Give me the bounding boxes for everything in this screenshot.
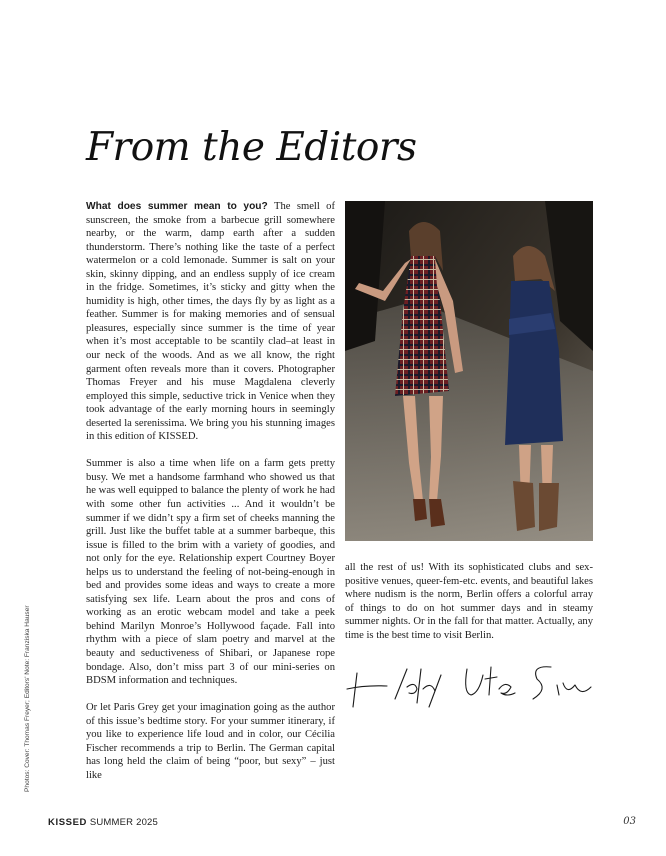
footer-brand: KISSED [48, 817, 87, 828]
paragraph-three: Or let Paris Grey get your imagination going as the author of this issue’s bedtime story. For your summer itinerary, if you like to experience life loud and in color, our Cécilia Fischer recommends a trip to Berlin. The German capital has long held the claim of being “poor, but sexy” – just like [86, 702, 335, 781]
editor-signatures [345, 655, 595, 715]
intro-text: The smell of sunscreen, the smoke from a barbecue grill somewhere nearby, or the warm, damp earth after a sudden thunderstorm. There’s nothing like the taste of a perfect watermelon or a cold lemonade. Summer is salt on your skin, skinny dipping, and an endless supply of ice cream in the fridge. Sometimes, it’s sticky and gitty when the humidity is high, other times, the days fly by as light as a feather. Summer is for making memories and of sensual pleasures, especially since summer is the time of year when it’s most acceptable to be scantily clad–at least in our neck of the woods. And as we all know, the right garment often reveals more than it covers. Photographer Thomas Freyer and his muse Magdalena cleverly employed this simple, seductive trick in Venice when they took advantage of the early morning hours in seemingly deserted la serenissima. We bring you his stunning images in this edition of KISSED. [86, 201, 336, 443]
signature-illustration [345, 655, 595, 715]
intro-lead: What does summer mean to you? [86, 201, 268, 212]
page-number: 03 [623, 816, 636, 827]
footer-issue-label: SUMMER 2025 [86, 817, 159, 828]
photo-credit-text: Photos: Cover: Thomas Freyer; Editors' Note: Franziska Hauser [24, 605, 31, 792]
paragraph-two: Summer is also a time when life on a farm gets pretty busy. We met a handsome farmhand who showed us that he was well equipped to balance the plenty of work he had with some other fun activities ... And it wouldn’t be summer if we didn’t spy a firm set of cheeks manning the grill. Just like the buffet table at a summer barbeque, this issue is filled to the brim with a variety of goodies, and not only for the eye. Relationship expert Courtney Boyer helps us to understand the feeling of not-being-enough in bed and provides some ideas and ways to create a more satisfying sex life. Learn about the pros and cons of working as an erotic webcam model and take a peek behind Marilyn Monroe’s Hollywood façade. Fall into rhythm with a piece of slam poetry and marvel at the beauty and seductiveness of Shibari, or Japanese rope bondage. Also, don’t miss part 3 of our mini-series on BDSM information and techniques. [86, 458, 335, 687]
intro-paragraph [86, 200, 335, 444]
article-right-column [345, 561, 593, 642]
editors-photo-illustration [345, 201, 593, 541]
photo-credit [24, 592, 38, 792]
editors-photo [345, 201, 593, 541]
footer-issue [48, 817, 158, 828]
paragraph-three-continued: all the rest of us! With its sophisticated clubs and sex-positive venues, queer-fem-etc. events, and beautiful lakes where nudism is the norm, Berlin offers a colorful array of things to do on hot summer days and in steamy summer nights. Or in the fall for that matter. Actually, any time is the best time to visit Berlin. [345, 562, 593, 641]
page-title: From the Editors [86, 125, 417, 170]
article-left-column [86, 200, 335, 796]
